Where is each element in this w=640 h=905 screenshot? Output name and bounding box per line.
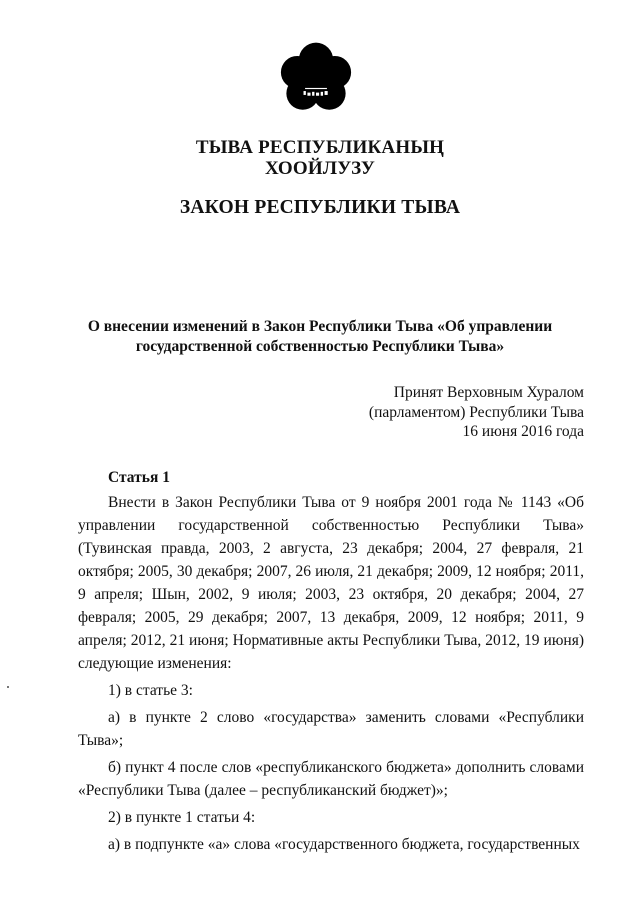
article-paragraph: 1) в статье 3: bbox=[108, 682, 193, 699]
law-subject-line2: государственной собственностью Республики Тыва» bbox=[135, 338, 505, 355]
law-subject bbox=[0, 317, 640, 357]
adoption-line2: (парламентом) Республики Тыва bbox=[368, 403, 584, 421]
adoption-note bbox=[369, 383, 584, 442]
adoption-line1: Принят Верховным Хуралом bbox=[393, 384, 584, 401]
article-paragraph: б) пункт 4 после слов «республиканского бюджета» дополнить словами «Республики Тыва (далее – республиканский бюджет)»; bbox=[78, 759, 584, 799]
scan-mark bbox=[7, 686, 9, 688]
title-tyvan-line1: ТЫВА РЕСПУБЛИКАНЫҢ bbox=[195, 137, 445, 158]
adoption-date: 16 июня 2016 года bbox=[462, 423, 584, 440]
title-russian: ЗАКОН РЕСПУБЛИКИ ТЫВА bbox=[179, 197, 461, 218]
article-paragraph: а) в подпункте «а» слова «государственного бюджета, государственных bbox=[108, 836, 580, 853]
article-body bbox=[78, 491, 584, 860]
tyva-emblem-icon bbox=[277, 38, 355, 116]
title-tyvan-line2: ХООЙЛУЗУ bbox=[264, 158, 376, 179]
article-paragraph: 2) в пункте 1 статьи 4: bbox=[108, 809, 256, 826]
article-heading: Статья 1 bbox=[108, 469, 170, 486]
article-paragraph: а) в пункте 2 слово «государства» заменить словами «Республики Тыва»; bbox=[78, 709, 584, 749]
law-subject-line1: О внесении изменений в Закон Республики Тыва «Об управлении bbox=[87, 318, 553, 335]
article-paragraph: Внести в Закон Республики Тыва от 9 ноября 2001 года № 1143 «Об управлении государственной собственностью Республики Тыва» (Тувинская правда, 2003, 2 августа, 23 декабря; 2004, 27 февраля, 21 октября; 2005, 30 декабря; 2007, 26 июля, 21 декабря; 2009, 12 ноября; 2011, 9 апреля; Шын, 2002, 9 июля; 2003, 23 октября, 20 декабря; 2004, 27 февраля; 2005, 29 декабря; 2007, 13 декабря, 2009, 12 ноября; 2011, 9 апреля; 2012, 21 июня; Нормативные акты Республики Тыва, 2012, 19 июня) следующие изменения: bbox=[78, 494, 584, 672]
